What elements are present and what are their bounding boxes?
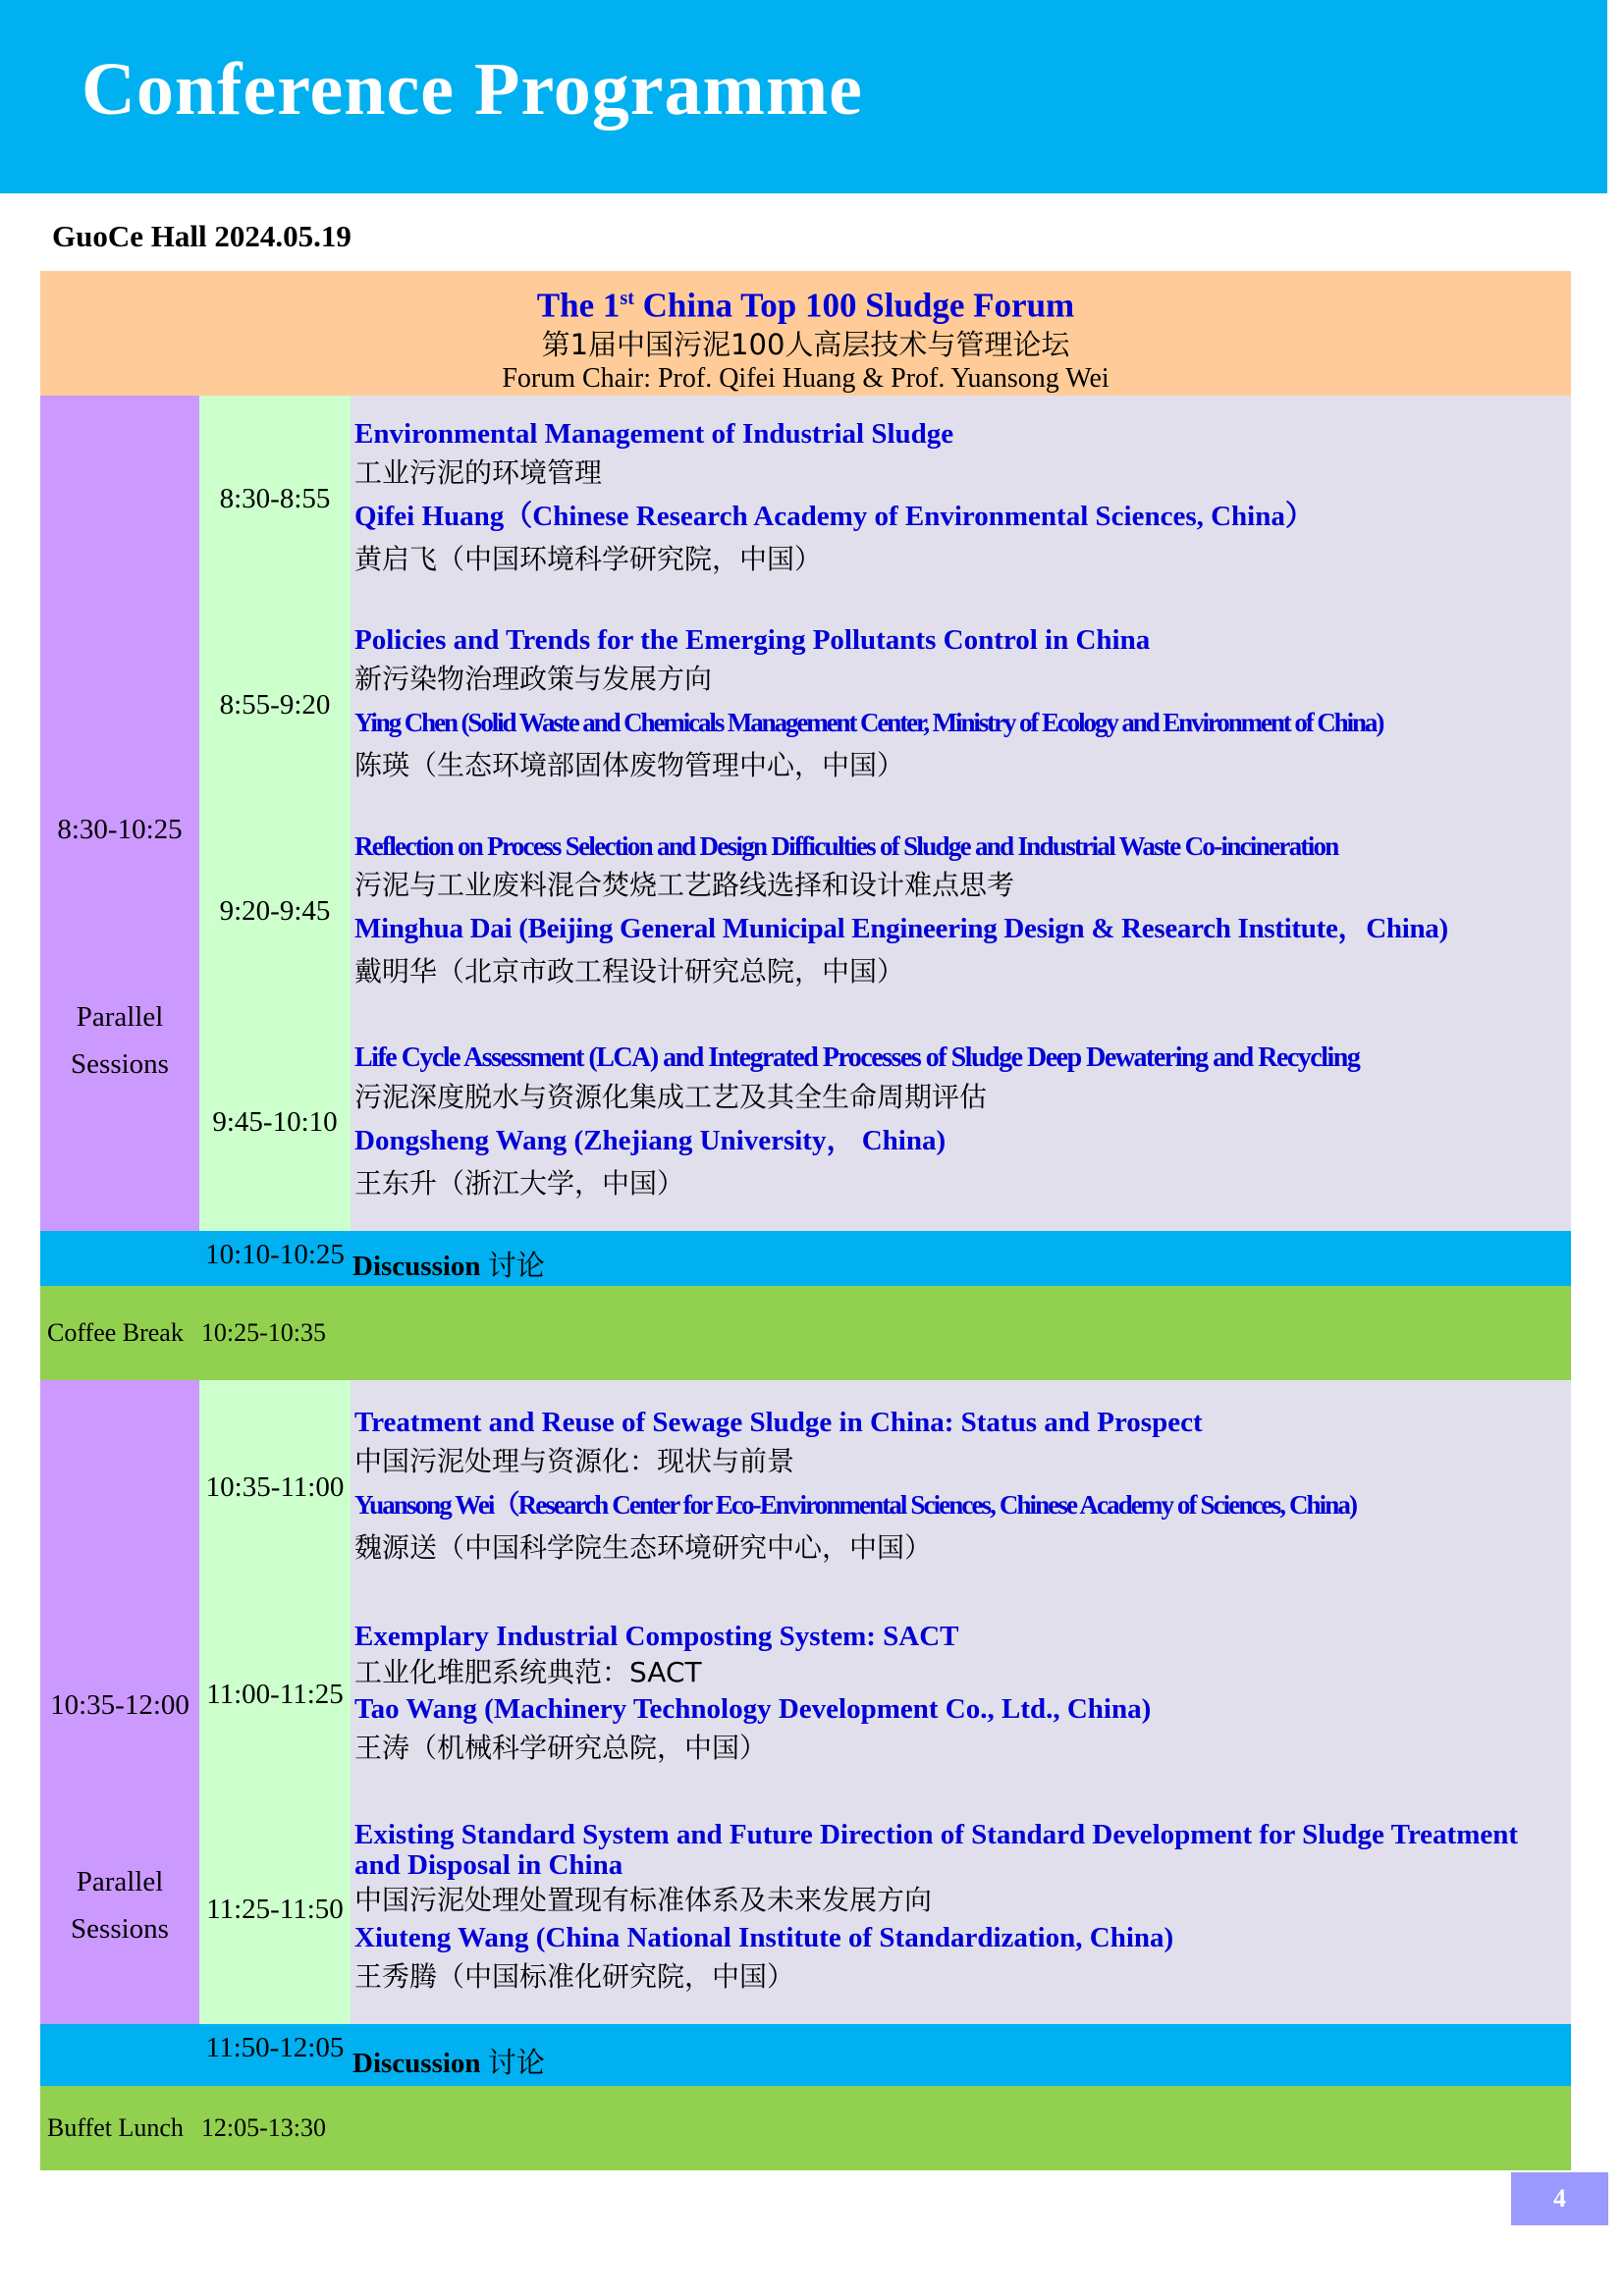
page-number-badge: 4 [1511,2172,1608,2225]
speaker-cn: 陈瑛（生态环境部固体废物管理中心，中国） [354,749,905,781]
talk-title-en: Life Cycle Assessment (LCA) and Integrated Processes of Sludge Deep Dewatering and Recycling [354,1041,1360,1073]
talk-time: 10:35-11:00 [205,1470,345,1503]
break-label: Coffee Break [47,1318,184,1347]
talk-title-cn: 新污染物治理政策与发展方向 [354,663,713,695]
talk-time: 8:55-9:20 [219,688,331,721]
talk-row [199,396,1571,602]
speaker-cn: 王东升（浙江大学，中国） [354,1166,685,1200]
hall-date: GuoCe Hall 2024.05.19 [52,219,352,253]
speaker-cn: 王涛（机械科学研究总院，中国） [354,1732,768,1764]
talk-row [199,808,1571,1014]
talk-title-en: Reflection on Process Selection and Design Difficulties of Sludge and Industrial Waste Co-incineration [354,831,1338,861]
talk-row [199,1380,1571,1594]
speaker-en: Dongsheng Wang (Zhejiang University， China) [354,1124,947,1156]
speaker-en: Minghua Dai (Beijing General Municipal Engineering Design & Research Institute，China) [354,913,1448,944]
discussion-time: 11:50-12:05 [205,2032,345,2063]
speaker-cn: 王秀腾（中国标准化研究院，中国） [354,1960,795,1993]
break-label: Buffet Lunch [47,2113,184,2142]
speaker-en: Tao Wang (Machinery Technology Development Co., Ltd., China) [354,1693,1152,1725]
session-block [40,396,1571,1231]
discussion-time: 10:10-10:25 [205,1239,345,1270]
schedule-table [40,271,1571,2170]
talk-title-cn: 污泥深度脱水与资源化集成工艺及其全生命周期评估 [354,1080,988,1113]
talk-title-en: Exemplary Industrial Composting System: SACT [354,1621,959,1652]
talk-title-en: Policies and Trends for the Emerging Pollutants Control in China [354,624,1151,656]
speaker-cn: 黄启飞（中国环境科学研究院，中国） [354,543,823,575]
discussion-label: Discussion 讨论 [352,1249,545,1282]
talk-time: 9:45-10:10 [212,1106,338,1138]
break-row [40,1286,1571,1380]
break-time: 12:05-13:30 [200,2113,326,2142]
talk-title-cn: 工业污泥的环境管理 [354,456,603,489]
speaker-en: Qifei Huang（Chinese Research Academy of Environmental Sciences, China） [354,501,1314,532]
forum-title: The 1st China Top 100 Sludge Forum [536,286,1075,325]
break-time: 10:25-10:35 [200,1318,326,1347]
forum-title-cn: 第1届中国污泥100人高层技术与管理论坛 [541,327,1070,361]
session-block [40,1380,1571,2024]
talk-time: 9:20-9:45 [219,894,331,927]
talk-title-en: Environmental Management of Industrial Sludge [354,418,954,450]
speaker-en: Xiuteng Wang (China National Institute of Standardization, China) [354,1922,1174,1953]
talk-time: 8:30-8:55 [219,482,331,514]
talk-time: 11:25-11:50 [206,1893,344,1925]
talk-entry [351,416,1314,581]
talk-title-cn: 工业化堆肥系统典范：SACT [354,1656,702,1688]
speaker-en: Ying Chen (Solid Waste and Chemicals Management Center, Ministry of Ecology and Environment of China) [354,708,1383,737]
session-range-cell [40,396,199,1231]
speaker-en: Yuansong Wei（Research Center for Eco-Environmental Sciences, Chinese Academy of Sciences, China) [354,1490,1357,1520]
forum-header [40,271,1571,396]
talk-entry [351,1619,1151,1770]
discussion-label: Discussion 讨论 [352,2046,545,2079]
session-label: Parallel Sessions [71,1866,169,1945]
break-row [40,2086,1571,2170]
speaker-cn: 戴明华（北京市政工程设计研究总院，中国） [354,955,905,988]
talk-row [199,1014,1571,1231]
talk-entry [351,622,1382,787]
talk-title-cn: 中国污泥处理与资源化：现状与前景 [354,1445,795,1477]
session-time-range: 10:35-12:00 [50,1689,189,1721]
forum-chair: Forum Chair: Prof. Qifei Huang & Prof. Yuansong Wei [502,362,1110,394]
talk-row [199,602,1571,808]
session-times-col [199,396,1571,1231]
discussion-row [40,1231,1571,1286]
talk-title-cn: 污泥与工业废料混合焚烧工艺路线选择和设计难点思考 [354,869,1015,901]
discussion-row [40,2024,1571,2086]
session-label: Parallel Sessions [71,1001,169,1080]
session-range-cell [40,1380,199,2024]
talk-entry [351,828,1448,993]
talk-entry [351,1820,1562,1999]
talk-row [199,1794,1571,2024]
session-time-range: 8:30-10:25 [57,814,183,845]
session-times-col [199,1380,1571,2024]
talk-title-en: Existing Standard System and Future Direction of Standard Development for Sludge Treatment and Disposal in China [354,1819,1519,1881]
talk-entry [351,1405,1356,1570]
speaker-cn: 魏源送（中国科学院生态环境研究中心，中国） [354,1531,933,1564]
talk-entry [351,1041,1359,1205]
talk-time: 11:00-11:25 [206,1678,344,1710]
talk-title-en: Treatment and Reuse of Sewage Sludge in China: Status and Prospect [354,1407,1203,1438]
page-header [0,0,1607,193]
talk-row [199,1594,1571,1794]
talk-title-cn: 中国污泥处理处置现有标准体系及未来发展方向 [354,1884,933,1916]
page-title: Conference Programme [81,48,863,131]
